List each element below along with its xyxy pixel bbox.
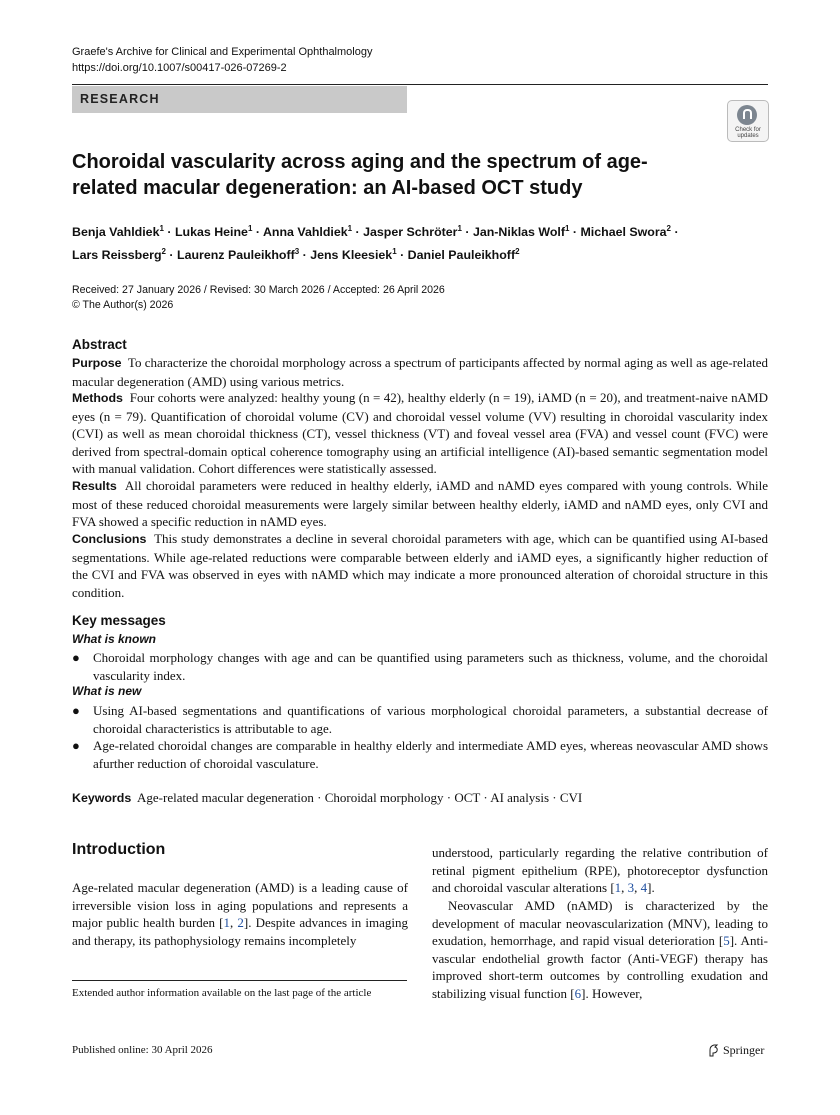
intro-paragraph-1-continued: understood, particularly regarding the relative contribution of retinal pigment epithelium (RPE), photoreceptor dysfunction and choroidal vascular alterations [1, 3, 4]. (432, 845, 768, 896)
results-label: Results (72, 479, 117, 493)
copyright: © The Author(s) 2026 (72, 298, 174, 311)
intro-paragraph-2: Neovascular AMD (nAMD) is characterized by the development of macular neovascularization (MNV), leading to exudation, hemorrhage, and rapid visual deterioration [5]. Anti-vascular endothelial growth factor (Anti-VEGF) therapy has improved short-term outcomes by controlling exudation and stabilizing visual function [6]. However, (432, 898, 768, 1001)
keywords-label: Keywords (72, 791, 132, 805)
what-is-known-heading: What is known (72, 632, 156, 646)
author[interactable]: Jasper Schröter$^1$ (363, 224, 462, 240)
bullet-icon: ● (72, 703, 80, 718)
author[interactable]: Benja Vahldiek$^1$ (72, 224, 164, 240)
citation-link[interactable]: 6 (574, 985, 582, 1001)
author[interactable]: Jan-Niklas Wolf$^1$ (472, 224, 570, 240)
header-rule (72, 84, 768, 85)
keywords (72, 789, 768, 807)
methods-label: Methods (72, 391, 123, 405)
conclusions-label: Conclusions (72, 532, 147, 546)
list-item: ● Age-related choroidal changes are comparable in healthy elderly and intermediate AMD eyes, whereas neovascular AMD shows afurther reduction of choroidal vasculature. (72, 738, 768, 771)
citation-link[interactable]: 1 (614, 880, 622, 896)
results-text: All choroidal parameters were reduced in healthy elderly, iAMD and nAMD eyes compared with young controls. While most of these reduced choroidal measurements were largely similar between healthy elderly, iAMD and nAMD eyes, only CVI and FVA showed a specific reduction in nAMD eyes. (72, 478, 768, 530)
citation-link[interactable]: 2 (237, 915, 244, 931)
citation-link[interactable]: 1 (223, 915, 230, 931)
bookmark-icon (737, 105, 757, 125)
badge-line-2: updates (737, 133, 759, 139)
author[interactable]: Daniel Pauleikhoff$^2$ (407, 247, 520, 263)
methods-text: Four cohorts were analyzed: healthy young (n = 42), healthy elderly (n = 19), iAMD (n = 20), and treatment-naive nAMD eyes (n = 79). Quantification of choroidal volume (CV) and choroidal vessel volume (VV) resulting in choroidal vascularity index (CVI) as well as mean choroidal thickness (CT), vessel thickness (VT) and foveal vessel area (FVA) and vessel count (FVC) were derived from spectral-domain optical coherence tomography using an artificial intelligence (AI)-based semantic segmentation model with manual validation. Cohort differences were statistically assessed. (72, 390, 768, 477)
footnote-rule (72, 980, 407, 981)
abstract-heading: Abstract (72, 337, 127, 352)
footnote: Extended author information available on the last page of the article (72, 987, 372, 999)
purpose-label: Purpose (72, 356, 122, 370)
intro-paragraph-1: Age-related macular degeneration (AMD) is a leading cause of irreversible vision loss in aging populations and represents a major public health burden [1, 2]. Despite advances in imaging and therapy, its pathophysiology remains incompletely (72, 880, 409, 948)
abstract-conclusions (72, 530, 768, 601)
journal-name: Graefe's Archive for Clinical and Experimental Ophthalmology (72, 46, 373, 58)
abstract-purpose (72, 354, 768, 390)
what-is-new-heading: What is new (72, 684, 142, 698)
published-date: Published online: 30 April 2026 (72, 1044, 213, 1056)
abstract-methods (72, 389, 768, 478)
list-item: ● Using AI-based segmentations and quantifications of various morphological choroidal parameters, a substantial decrease of choroidal characteristics is attributable to age. (72, 703, 768, 736)
author[interactable]: Laurenz Pauleikhoff$^3$ (177, 247, 300, 263)
citation-link[interactable]: 5 (723, 933, 730, 949)
conclusions-text: This study demonstrates a decline in several choroidal parameters with age, which can be quantified using AI-based segmentations. While age-related reductions were comparable between elderly and iAMD eyes, a significantly higher reduction of the CVI and FVA was observed in eyes with nAMD which may indicate a more pronounced alteration of choroidal structure in this condition. (72, 531, 768, 600)
badge-line-1: Check for (735, 127, 761, 133)
abstract-results (72, 477, 768, 531)
article-title: Choroidal vascularity across aging and the spectrum of age-related macular degeneration: an AI-based OCT study (72, 151, 648, 199)
author[interactable]: Michael Swora$^2$ (580, 224, 671, 240)
introduction-heading: Introduction (72, 841, 166, 858)
author[interactable]: Lukas Heine$^1$ (174, 224, 253, 240)
doi-link[interactable]: https://doi.org/10.1007/s00417-026-07269-2 (72, 62, 287, 74)
journal-header (72, 44, 372, 76)
author-list: Benja Vahldiek$^1$ · Lukas Heine$^1$ · Anna Vahldiek$^1$ · Jasper Schröter$^1$ · Jan-Niklas Wolf$^1$ · Michael Swora$^2$ · Lars Reissberg$^2$ · Laurenz Pauleikhoff$^3$ · Jens Kleesiek$^1$ · Daniel Pauleikhoff$^2$ (72, 224, 679, 263)
history-dates: Received: 27 January 2026 / Revised: 30 March 2026 / Accepted: 26 April 2026 (72, 284, 445, 296)
check-for-updates-badge[interactable] (727, 100, 769, 142)
publisher-name: Springer (723, 1043, 765, 1057)
citation-link[interactable]: 4 (640, 880, 648, 896)
publisher-logo[interactable] (708, 1043, 764, 1058)
author[interactable]: Anna Vahldiek$^1$ (262, 224, 353, 240)
article-history (72, 283, 445, 312)
springer-horse-icon (708, 1044, 719, 1057)
purpose-text: To characterize the choroidal morphology across a spectrum of participants affected by normal aging as well as age-related macular degeneration (AMD) using various metrics. (72, 355, 768, 389)
key-messages-heading: Key messages (72, 613, 166, 628)
bullet-icon: ● (72, 650, 80, 665)
author[interactable]: Jens Kleesiek$^1$ (310, 247, 397, 263)
author[interactable]: Lars Reissberg$^2$ (72, 247, 166, 263)
list-item: ● Choroidal morphology changes with age and can be quantified using parameters such as thickness, volume, and the choroidal vascularity index. (72, 650, 768, 683)
bullet-icon: ● (72, 738, 80, 753)
keywords-text: Age-related macular degeneration · Choroidal morphology · OCT · AI analysis · CVI (137, 790, 583, 805)
section-label: RESEARCH (80, 92, 160, 106)
citation-link[interactable]: 3 (627, 880, 635, 896)
